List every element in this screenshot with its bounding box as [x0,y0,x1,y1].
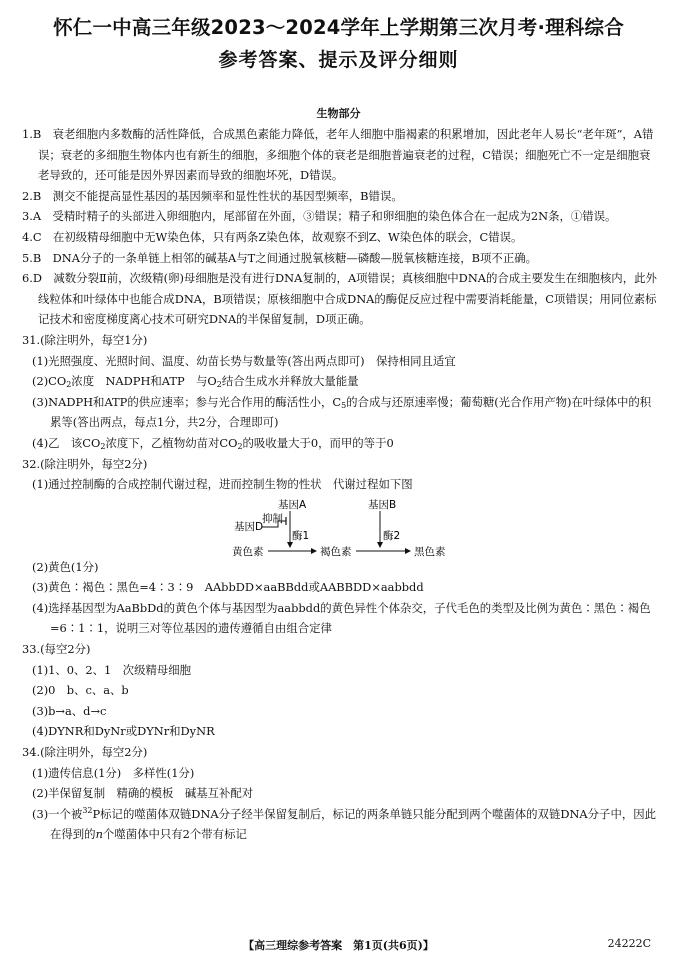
q34-part2: (2)半保留复制 精确的模板 碱基互补配对 [32,786,254,801]
pathway-svg [22,497,658,557]
q33-part1: (1)1、0、2、1 次级精母细胞 [32,662,192,677]
inhibit-label: 抑制 [262,512,283,525]
footer-page-info: 【高三理综参考答案 第1页(共6页)】 [243,939,434,952]
q33-part4: (4)DYNR和DyNr或DYNr和DyNR [32,724,215,739]
q32-part4: (4)选择基因型为AaBbDd的黄色个体与基因型为aabbdd的黄色异性个体杂交，子代毛色的类型及比例为黄色∶黑色∶褐色=6∶1∶1，说明三对等位基因的遗传遵循自由组合定律 [32,600,651,636]
q33-head: 33.(每空2分) [22,642,91,657]
enzyme-2-label: 酶2 [383,529,401,542]
gene-d-label: 基因D [234,520,264,533]
answer-q5: 5.B DNA分子的一条单链上相邻的碱基A与T之间通过脱氧核糖—磷酸—脱氧核糖连接，B项不正确。 [22,250,537,265]
q31-part4: (4)乙 该$CO_2$浓度下，乙植物幼苗对$CO_2$的吸收量大于0，而甲的等于0 [32,435,394,451]
gene-a-label: 基因A [278,498,307,511]
page-title: 怀仁一中高三年级2023～2024学年上学期第三次月考·理科综合 [53,16,624,39]
q33-part3: (3)b→a、d→c [32,703,107,718]
q34-part3: (3)一个被$^{32}$P标记的噬菌体双链DNA分子经半保留复制后，标记的两条单链只能分配到两个噬菌体的双链DNA分子中，因此在得到的n个噬菌体中只有2个带有标记 [32,806,657,842]
q31-part3: (3)NADPH和ATP的供应速率；参与光合作用的酶活性小，$C_5$的合成与还原速率慢；葡萄糖(光合作用产物)在叶绿体中的积累等(答出两点，每点1分，共2分，合理即可) [32,394,652,430]
q32-head: 32.(除注明外，每空2分) [22,456,148,471]
answer-content [22,124,658,845]
q34-part1: (1)遗传信息(1分) 多样性(1分) [32,765,195,780]
answer-q2: 2.B 测交不能提高显性基因的基因频率和显性性状的基因型频率，B错误。 [22,188,403,203]
answer-q1: 1.B 衰老细胞内多数酶的活性降低，合成黑色素能力降低，老年人细胞中脂褐素的积累增加，因此老年人易长“老年斑”，A错误；衰老的多细胞生物体内也有新生的细胞，多细胞个体的衰老是细胞普遍衰老的过程，C错误；细胞死亡不一定是细胞衰老导致的，还可能是因外界因素而导致的细胞坏死，D错误。 [22,127,654,183]
enzyme-1-label: 酶1 [292,529,310,542]
answer-q6: 6.D 减数分裂Ⅱ前，次级精(卵)母细胞是没有进行DNA复制的，A项错误；真核细胞中DNA的合成主要发生在细胞核内，此外线粒体和叶绿体中也能合成DNA，B项错误；原核细胞中合成DNA的酶促反应过程中需要消耗能量，C项错误；用同位素标记技术和密度梯度离心技术可研究DNA的半保留复制，D项正确。 [22,271,657,327]
metabolic-pathway-diagram [22,497,658,557]
black-pigment-label: 黑色素 [414,545,446,557]
page-subtitle: 参考答案、提示及评分细则 [218,49,459,71]
q32-part2: (2)黄色(1分) [32,559,99,574]
q32-part3: (3)黄色∶褐色∶黑色=4∶3∶9 AAbbDD×aaBBdd或AABBDD×aabbdd [32,580,424,595]
q33-part2: (2)0 b、c、a、b [32,683,129,698]
q32-part1: (1)通过控制酶的合成控制代谢过程，进而控制生物的性状 代谢过程如下图 [32,477,413,492]
brown-pigment-label: 褐色素 [320,545,352,557]
q34-head: 34.(除注明外，每空2分) [22,745,148,760]
answer-q4: 4.C 在初级精母细胞中无W染色体，只有两条Z染色体，故观察不到Z、W染色体的联会，C错误。 [22,229,523,244]
footer-code: 24222C [607,937,651,950]
yellow-pigment-label: 黄色素 [232,545,264,557]
gene-b-label: 基因B [368,498,397,511]
q31-part2: $(2)CO_2$浓度 NADPH和ATP 与$O_2$结合生成水并释放大量能量 [32,374,359,390]
q31-part1: (1)光照强度、光照时间、温度、幼苗长势与数量等(答出两点即可) 保持相同且适宜 [32,353,456,368]
section-title: 生物部分 [316,107,361,120]
q31-head: 31.(除注明外，每空1分) [22,332,148,347]
answer-q3: 3.A 受精时精子的头部进入卵细胞内，尾部留在外面，③错误；精子和卵细胞的染色体合在一起成为2N条，①错误。 [22,209,617,224]
